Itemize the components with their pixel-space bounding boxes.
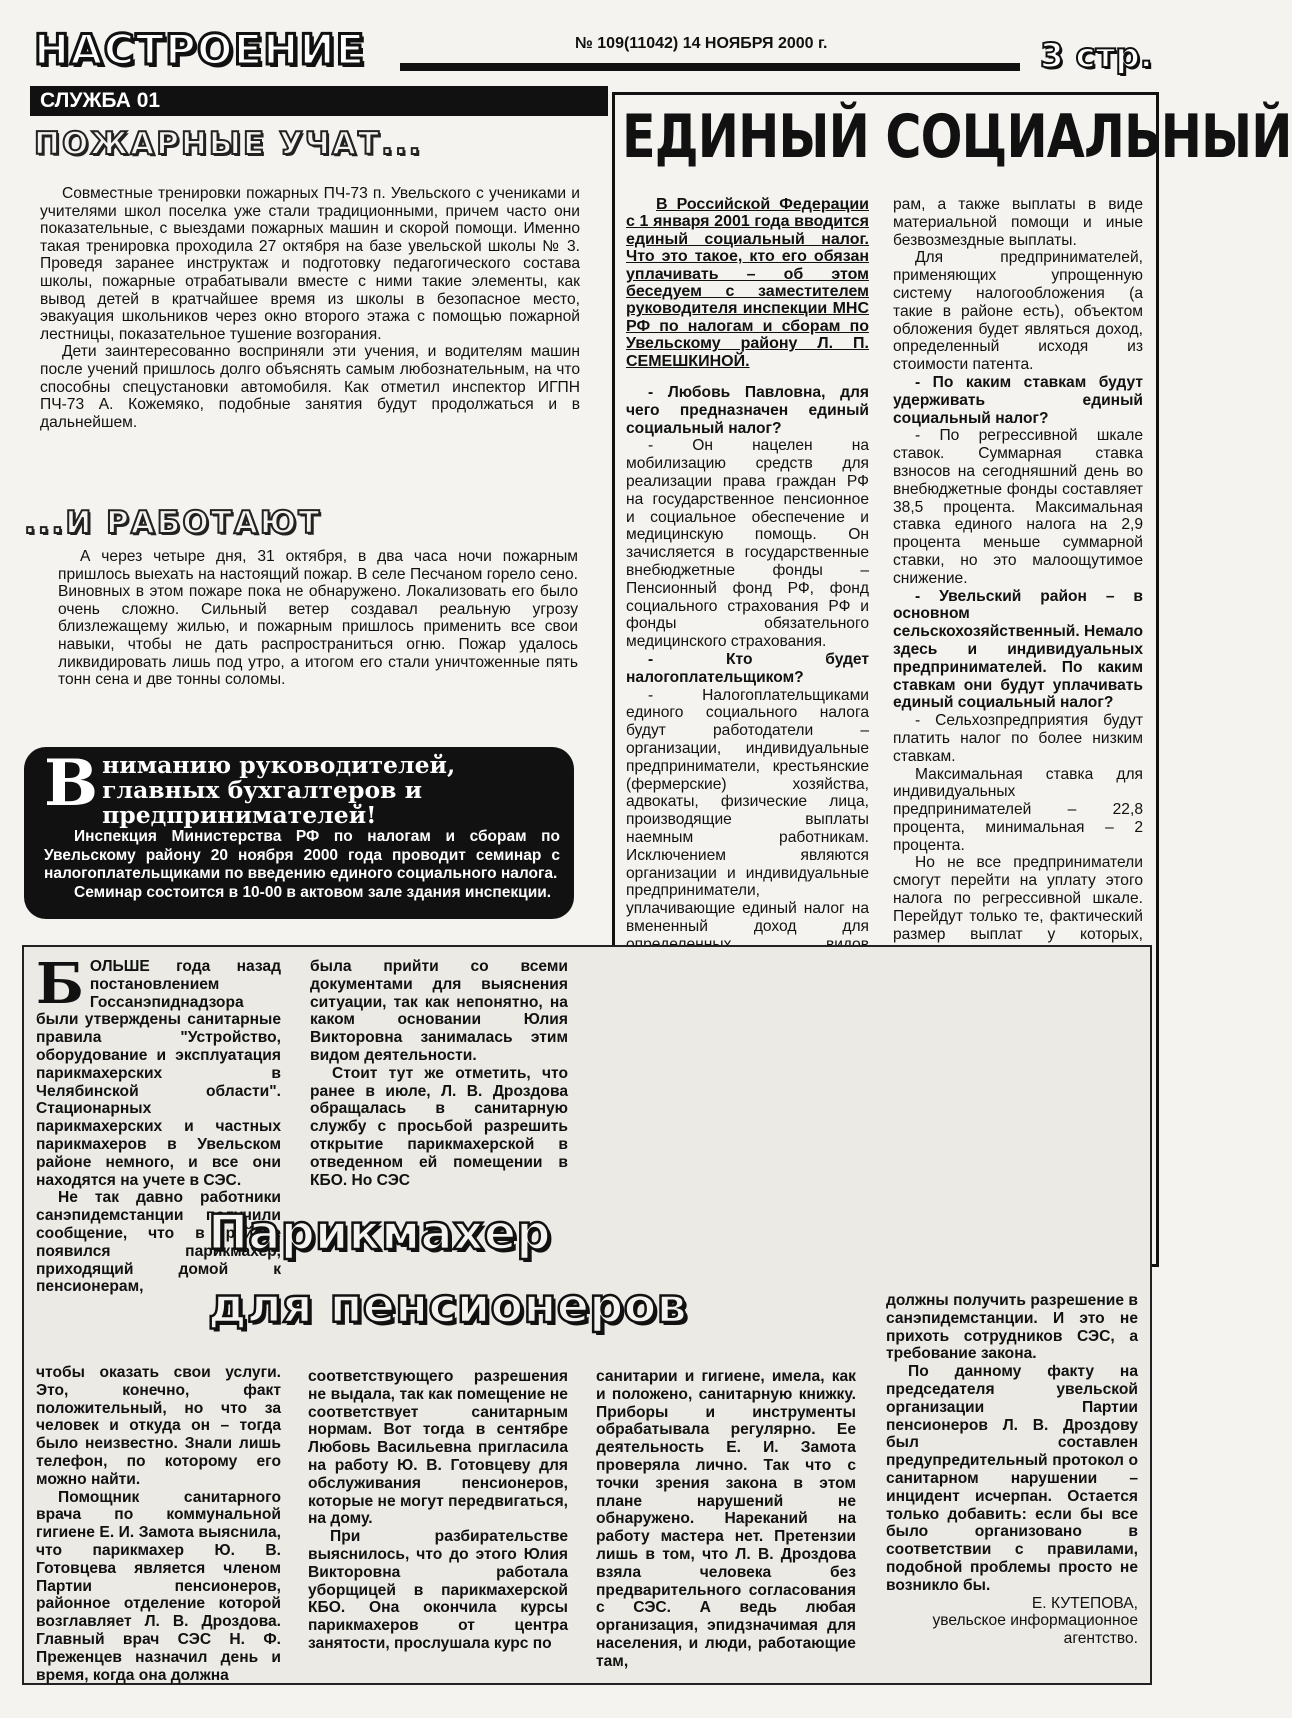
hair-col4-para2: По данному факту на председателя увельской организации Партии пенсионеров Л. В. Дроздову был составлен предупредительный протокол о санитарном нарушении – инцидент исчерпан. Остается только добавить: если бы все было организовано в соответствии с правилами, подобной проблемы просто не возникло бы. <box>886 1363 1138 1594</box>
tax-headline: ЕДИНЫЙ СОЦИАЛЬНЫЙ <box>622 102 1292 172</box>
hair-col3-para: санитарии и гигиене, имела, как и положено, санитарную книжку. Приборы и инструменты обрабатывала регулярно. Ее деятельность Е. И. Замота проверяла лично. Так что с точки зрения закона в этом плане нарушений не обнаружено. Нареканий на работу мастера нет. Претензии лишь в том, что Л. В. Дроздова взяла человека без предварительного согласования с СЭС. А ведь любая организация, эпидзначимая для населения, и люди, работающие там, <box>596 1368 856 1670</box>
notice-heading: ниманию руководителей, главных бухгалтеров и предпринимателей! <box>102 751 456 829</box>
hair-col2-para2: Стоит тут же отметить, что ранее в июле, Л. В. Дроздова обращалась в санитарную службу с просьбой разрешить открытие парикмахерской в отведенном ей помещении в КБО. Но СЭС <box>310 1064 568 1189</box>
hair-headline-1: Парикмахер <box>208 1205 551 1261</box>
hair-col2-para4: При разбирательстве выяснилось, что до этого Юлия Викторовна работала уборщицей в парикмахерской КБО. Она окончила курсы парикмахеров от центра занятости, прослушала курс по <box>308 1528 568 1652</box>
hair-agency: увельское информационное агентство. <box>932 1612 1138 1648</box>
tax-question-1: - Любовь Павловна, для чего предназначен единый социальный налог? <box>626 384 869 437</box>
tax-answer-5: - Сельхозпредприятия будут платить налог по более низким ставкам. <box>893 712 1143 765</box>
tax-question-2: - Кто будет налогоплательщиком? <box>626 651 869 686</box>
hair-col2-para1: была прийти со всеми документами для выяснения ситуации, так как непонятно, на каком основании Юлия Викторовна занималась этим видом деятельности. <box>310 958 568 1064</box>
tax-answer-2: - Налогоплательщиками единого социального налога будут работодатели – организации, индивидуальные предприниматели, крестьянские (фермерские) хозяйства, адвокаты, физические лица, производящие выплаты наемным работникам. Исключением являются организации и индивидуальные предприниматели, уплачивающие единый налог на вмененный доход для <box>626 686 869 935</box>
notice-initial: В <box>44 746 99 821</box>
fire-paragraph-2: Дети заинтересованно восприняли эти учения, и водителям машин после учений пришлось долго объяснять самым любознательным, на что способны спецустановки автомобиля. Как отметил инспектор ИГПН ПЧ-73 А. Кожемяко, подобные занятия будут продолжаться и в дальнейшем. <box>40 343 580 431</box>
hair-col1-intro: ОЛЬШЕ года назад постановлением Госсанэпиднадзора были утверждены санитарные правила "Устройство, оборудование и эксплуатация парикмахерских в Челябинской области". Стационарных парикмахерских и частных парикмахеров в Увельском районе немного, и все они находятся на учете в СЭС. <box>36 958 281 1189</box>
fire-headline-1: ПОЖАРНЫЕ УЧАТ... <box>34 126 423 162</box>
hair-col1-para2: Не так давно работники санэпидемстанции получили сообщение, что в районе появился парикмахер, приходящий домой к пенсионерам, <box>36 1189 281 1296</box>
issue-info: № 109(11042) 14 НОЯБРЯ 2000 г. <box>575 35 828 52</box>
hair-column-3 <box>596 1368 856 1671</box>
hair-column-4 <box>886 1292 1138 1648</box>
masthead-rule <box>400 63 1020 71</box>
fire-paragraph-3: А через четыре дня, 31 октября, в два часа ночи пожарным пришлось выехать на настоящий пожар. В селе Песчаном горело сено. Виновных в этом пожаре пока не обнаружено. Локализовать его было очень сложно. Сильный ветер создавал реальную угрозу близлежащему жилью, и пожарным пришлось применить все свои навыки, чтобы не дать распространиться огню. Пожар удалось ликвидировать лишь под утро, а итогом его стали уничтоженные пять тонн сена и две тонны соломы. <box>58 548 578 689</box>
hair-col1-para3: чтобы оказать свои услуги. Это, конечно, факт положительный, но что за человек и откуда он – тогда было неизвестно. Знали лишь телефон, по которому его можно найти. <box>36 1364 281 1488</box>
hair-author: Е. КУТЕПОВА, <box>1031 1594 1138 1612</box>
page-number: 3 стр. <box>1040 36 1153 76</box>
tax-col2-continuation: рам, а также выплаты в виде материальной помощи и иные безвозмездные выплаты. <box>893 196 1143 249</box>
hair-col2-para3: соответствующего разрешения не выдала, так как помещение не соответствует санитарным нормам. Вот тогда в сентябре Любовь Васильевна пригласила на работу Ю. В. Готовцеву для обслуживания пенсионеров, которые не могут передвигаться, на дому. <box>308 1368 568 1528</box>
notice-body-1: Инспекция Министерства РФ по налогам и сборам по Увельскому району 20 ноября 2000 года проводит семинар с налогоплательщиками по введению единого социального налога. <box>44 828 560 882</box>
tax-answer-1: - Он нацелен на мобилизацию средств для реализации права граждан РФ на государственное пенсионное и социальное обеспечение и медицинскую помощь. Он зачисляется в государственные внебюджетные фонды – Пенсионный фонд РФ, фонд социального страхования РФ и фонды обязательного медицинского страхования. <box>626 437 869 651</box>
tax-question-5: - Увельский район – в основном сельскохозяйственный. Немало здесь и индивидуальных предпринимателей. По каким ставкам они будут уплачивать единый социальный налог? <box>893 587 1144 712</box>
hair-column-2-lower <box>308 1368 568 1653</box>
fire-paragraph-1: Совместные тренировки пожарных ПЧ-73 п. Увельского с учениками и учителями школ поселка уже стали традиционными, причем часто они показательные, с выездами пожарных машин и скорой помощи. Именно такая тренировка проходила 27 октября на базе увельской школы № 3. Проведя заранее инструктаж и подготовку педагогического состава школы, пожарные отрабатывали вместе с ними такие элементы, как вывод детей в кратчайшее время из школы в безопасное место, эвакуация школьников через окно второго этажа с помощью пожарной лестницы, показательное тушение возгорания. <box>40 185 580 343</box>
tax-answer-7: Но не все предприниматели смогут перейти на уплату этого налога по регрессивной шкале. Перейдут только те, фактический размер выплат у которых, <box>893 854 1143 943</box>
hair-col4-para1: должны получить разрешение в санэпидемстанции. И это не прихоть сотрудников СЭС, а требование закона. <box>886 1292 1138 1363</box>
tax-col2-para: Для предпринимателей, применяющих упрощенную систему налогообложения (а такие в районе есть), объектом обложения будет являться доход, определенный исходя из стоимости патента. <box>893 249 1143 374</box>
hair-column-1-lower <box>36 1364 281 1684</box>
seminar-notice <box>24 747 574 919</box>
hair-col1-para4: Помощник санитарного врача по коммунальной гигиене Е. И. Замота выяснила, что парикмахер Ю. В. Готовцева является членом Партии пенсионеров, районное отделение которой возглавляет Л. В. Дроздова. Главный врач СЭС Н. Ф. Преженцев назначил день и время, когда она должна <box>36 1488 281 1684</box>
hair-headline-2: для пенсионеров <box>208 1278 687 1334</box>
tax-lead: В Российской Федерации с 1 января 2001 года вводится единый социальный налог. Что это такое, кто его обязан уплачивать – об этом беседуем с заместителем руководителя инспекции МНС РФ по налогам и сборам по Увельскому району Л. П. СЕМЕШКИНОЙ. <box>626 196 869 370</box>
tax-answer-4: - По регрессивной шкале ставок. Суммарная ставка взносов на сегодняшний день во внебюджетные фонды составляет 38,5 процента. Максимальная ставка единого налога на 2,9 процента меньше суммарной ставки, но это малоощутимое снижение. <box>893 427 1143 587</box>
fire-article <box>40 185 580 431</box>
hair-dropcap: Б <box>36 951 84 1017</box>
fire-article-2 <box>58 548 578 689</box>
section-label: СЛУЖБА 01 <box>30 86 608 116</box>
masthead-title: НАСТРОЕНИЕ <box>34 25 366 74</box>
hair-column-2 <box>310 958 568 1189</box>
fire-headline-2: ...И РАБОТАЮТ <box>24 505 322 541</box>
tax-answer-6: Максимальная ставка для индивидуальных предпринимателей – 22,8 процента, минимальная – 2 процента. <box>893 765 1143 854</box>
tax-question-4: - По каким ставкам будут удерживать единый социальный налог? <box>893 373 1143 427</box>
notice-body-2: Семинар состоится в 10-00 в актовом зале здания инспекции. <box>74 883 552 901</box>
